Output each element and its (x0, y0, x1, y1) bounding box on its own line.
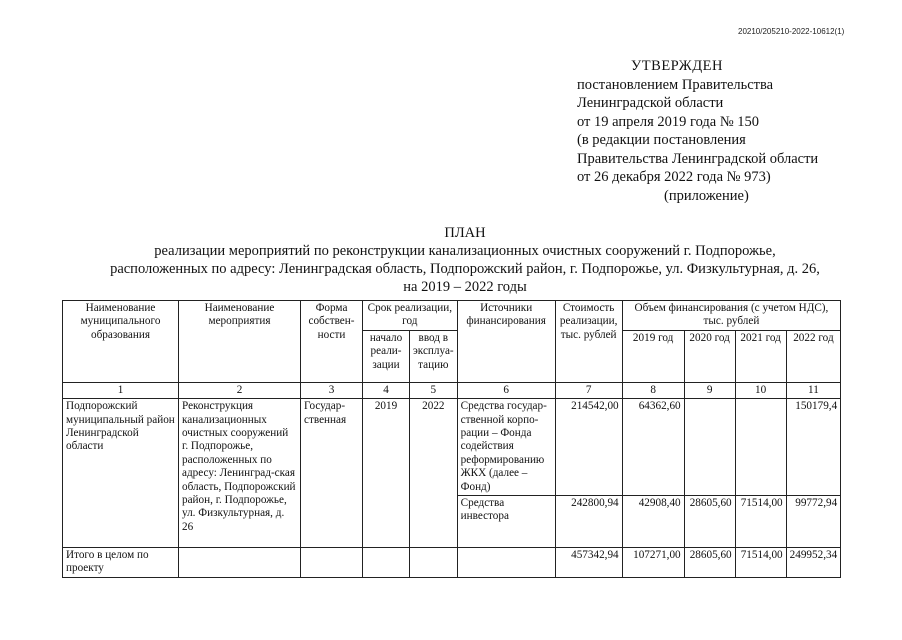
approval-line: Правительства Ленинградской области (577, 150, 819, 167)
column-number: 6 (457, 382, 555, 398)
cell-event: Реконструкция канализационных очистных сооружений г. Подпорожье, расположенных по адресу: Ленинград-ская область, Подпорожский район, г. Подпорожье, ул. Физкультурная, д. 26 (179, 399, 301, 548)
total-2020: 28605,60 (684, 548, 735, 578)
column-number: 4 (363, 382, 410, 398)
total-label: Итого в целом по проекту (63, 548, 179, 578)
cell-2022: 99772,94 (786, 496, 841, 548)
header-2019: 2019 год (622, 330, 684, 382)
header-funding: Объем финансирования (с учетом НДС), тыс. рублей (622, 301, 841, 331)
plan-heading: ПЛАН (444, 225, 486, 241)
cell-commission: 2022 (410, 399, 458, 548)
plan-table (62, 300, 841, 578)
cell-source: Средства инвестора (457, 496, 555, 548)
header-2021: 2021 год (735, 330, 786, 382)
approval-heading: УТВЕРЖДЕН (631, 58, 723, 74)
total-empty (363, 548, 410, 578)
total-empty (457, 548, 555, 578)
document-number: 20210/205210-2022-10612(1) (738, 27, 845, 36)
cell-start: 2019 (363, 399, 410, 548)
header-sources: Источники финансирования (457, 301, 555, 383)
total-2021: 71514,00 (735, 548, 786, 578)
plan-subtitle-line: реализации мероприятий по реконструкции канализационных очистных сооружений г. Подпорожье, (154, 243, 776, 259)
approval-line: Ленинградской области (577, 95, 724, 111)
column-number: 7 (555, 382, 622, 398)
header-municipality: Наименование муниципального образования (63, 301, 179, 383)
header-cost: Стоимость реализации, тыс. рублей (555, 301, 622, 383)
total-2022: 249952,34 (786, 548, 841, 578)
total-cost: 457342,94 (555, 548, 622, 578)
cell-ownership: Государ-ственная (301, 399, 363, 548)
plan-subtitle-line: расположенных по адресу: Ленинградская область, Подпорожский район, г. Подпорожье, ул. Физкультурная, д. 26, (110, 261, 820, 277)
cell-source: Средства государ-ственной корпо-рации – Фонда содействия реформированию ЖКХ (далее – Фонд) (457, 399, 555, 496)
plan-subtitle-line: на 2019 – 2022 годы (403, 279, 527, 295)
cell-2019: 42908,40 (622, 496, 684, 548)
header-2022: 2022 год (786, 330, 841, 382)
plan-title (40, 224, 890, 296)
total-empty (410, 548, 458, 578)
column-number: 3 (301, 382, 363, 398)
approval-block (577, 57, 857, 205)
column-number: 10 (735, 382, 786, 398)
total-empty (179, 548, 301, 578)
approval-line: (в редакции постановления (577, 132, 746, 148)
cell-2020: 28605,60 (684, 496, 735, 548)
column-number: 5 (410, 382, 458, 398)
column-number: 11 (786, 382, 841, 398)
cell-2020 (684, 399, 735, 496)
approval-line: от 19 апреля 2019 года № 150 (577, 113, 760, 130)
header-commission: ввод в эксплуа-тацию (410, 330, 458, 382)
approval-appendix: (приложение) (664, 187, 749, 204)
total-2019: 107271,00 (622, 548, 684, 578)
header-event: Наименование мероприятия (179, 301, 301, 383)
cell-2019: 64362,60 (622, 399, 684, 496)
header-2020: 2020 год (684, 330, 735, 382)
header-ownership: Форма собствен-ности (301, 301, 363, 383)
approval-line: постановлением Правительства (577, 76, 774, 93)
column-number: 8 (622, 382, 684, 398)
cell-cost: 242800,94 (555, 496, 622, 548)
cell-2021: 71514,00 (735, 496, 786, 548)
cell-2021 (735, 399, 786, 496)
header-start: начало реали-зации (363, 330, 410, 382)
total-empty (301, 548, 363, 578)
column-number: 9 (684, 382, 735, 398)
column-number: 1 (63, 382, 179, 398)
approval-line: от 26 декабря 2022 года № 973) (577, 169, 771, 185)
header-period: Срок реализации, год (363, 301, 458, 331)
cell-2022: 150179,4 (786, 399, 841, 496)
cell-municipality: Подпорожский муниципальный район Ленинградской области (63, 399, 179, 548)
column-number: 2 (179, 382, 301, 398)
cell-cost: 214542,00 (555, 399, 622, 496)
